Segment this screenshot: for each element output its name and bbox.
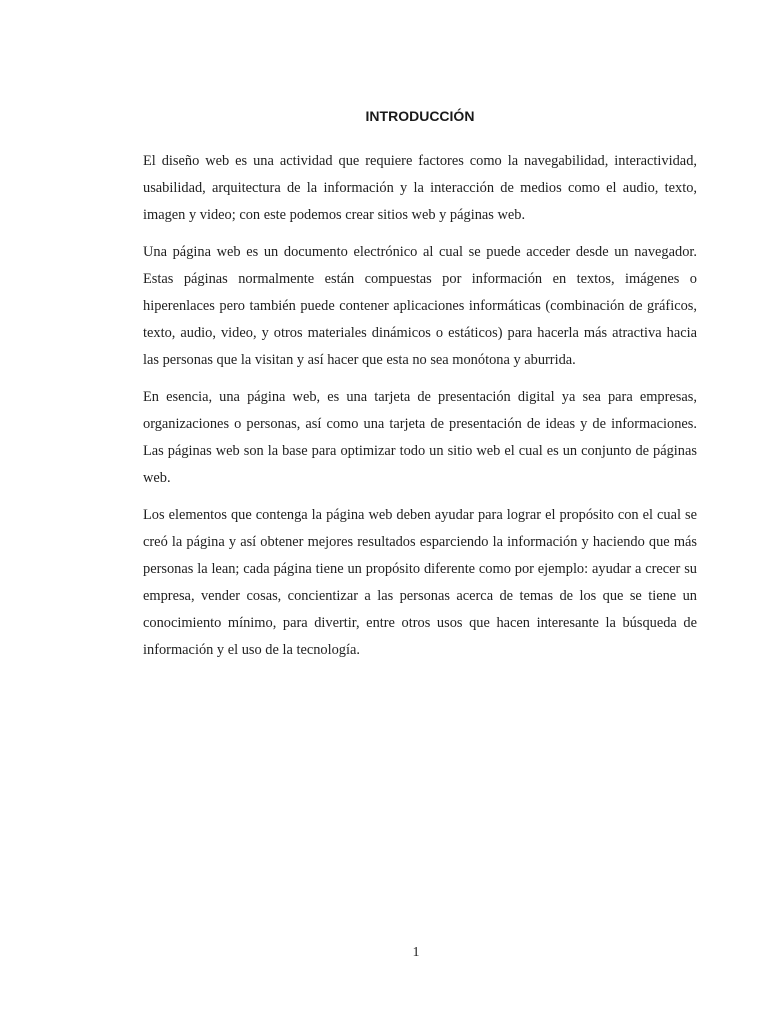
- page-number: 1: [412, 945, 420, 960]
- page-title: INTRODUCCIÓN: [365, 108, 475, 124]
- paragraph-intro-design: El diseño web es una actividad que requiere factores como la navegabilidad, interactividad, usabilidad, arquitectura de la información y la interacción de medios como el audio, texto, imagen y video; con este podemos crear sitios web y páginas web.: [143, 153, 697, 223]
- document-body: [143, 148, 697, 674]
- paragraph-web-page-definition: Una página web es un documento electrónico al cual se puede acceder desde un navegador. Estas páginas normalmente están compuestas por información en textos, imágenes o hiperenlaces pero también puede contener aplicaciones informáticas (combinación de gráficos, texto, audio, video, y otros materiales dinámicos o estáticos) para hacerla más atractiva hacia las personas que la visitan y así hacer que esta no sea monótona y aburrida.: [143, 244, 697, 368]
- paragraph-page-elements: Los elementos que contenga la página web deben ayudar para lograr el propósito con el cual se creó la página y así obtener mejores resultados esparciendo la información y haciendo que más personas la lean; cada página tiene un propósito diferente como por ejemplo: ayudar a crecer su empresa, vender cosas, concientizar a las personas acerca de temas de los que se tiene un conocimiento mínimo, para divertir, entre otros usos que hacen interesante la búsqueda de información y el uso de la tecnología.: [143, 507, 697, 658]
- paragraph-presentation-card: En esencia, una página web, es una tarjeta de presentación digital ya sea para empresas, organizaciones o personas, así como una tarjeta de presentación de ideas y de informaciones. Las páginas web son la base para optimizar todo un sitio web el cual es un conjunto de páginas web.: [143, 389, 697, 486]
